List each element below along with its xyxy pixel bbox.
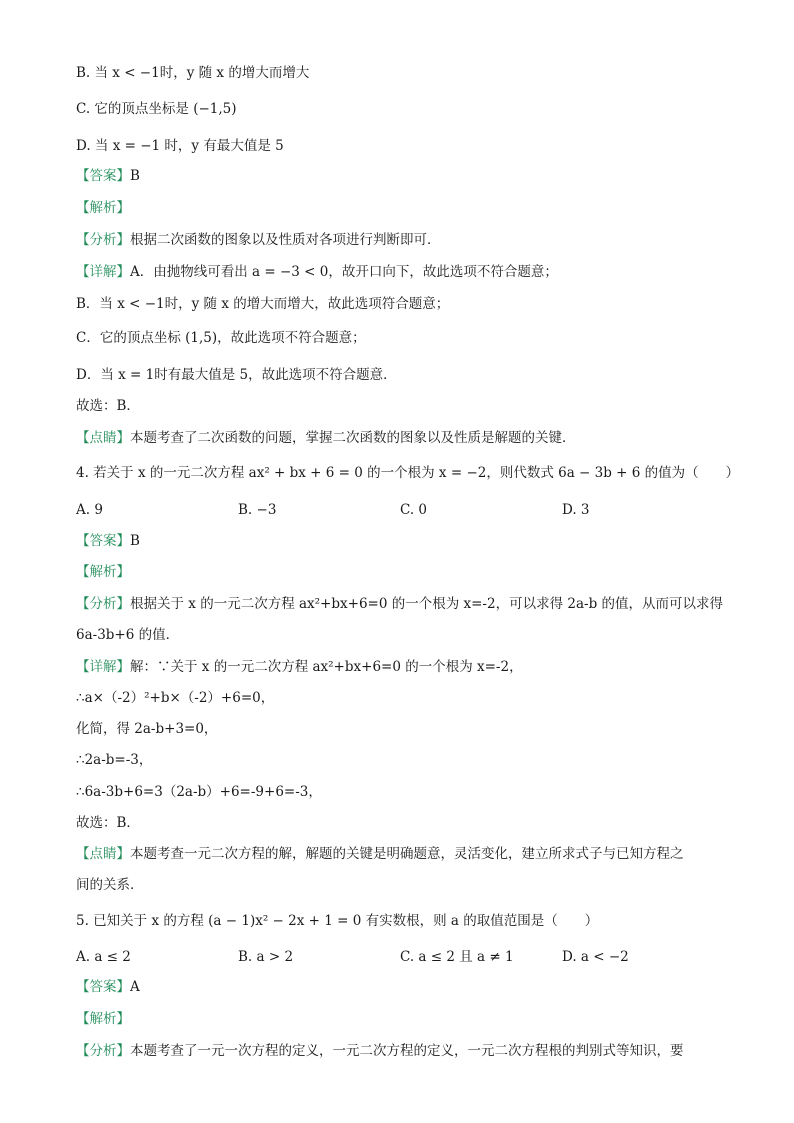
q5-option-c: C. a ≤ 2 且 a ≠ 1 xyxy=(400,949,514,965)
q4-detail-line-5: ∴6a-3b+6=3（2a-b）+6=-9+6=-3， xyxy=(76,784,322,800)
q4-detail-line-4: ∴2a-b=-3， xyxy=(76,752,153,768)
q5-answer: 【答案】A xyxy=(76,979,140,995)
q3-analysis: 【分析】根据二次函数的图象以及性质对各项进行判断即可． xyxy=(76,232,441,248)
q5-option-d: D. a < −2 xyxy=(562,949,629,965)
q4-choice: 故选：B． xyxy=(76,815,140,831)
q4-detail-line-3: 化简，得 2a-b+3=0， xyxy=(76,721,218,737)
q3-choice: 故选：B． xyxy=(76,398,140,414)
q4-comment-line-2: 间的关系． xyxy=(76,877,144,893)
q4-analysis-line-2: 6a-3b+6 的值． xyxy=(76,627,180,643)
q4-option-b: B. −3 xyxy=(238,502,277,518)
q3-detail-c: C．它的顶点坐标 (1,5)，故此选项不符合题意； xyxy=(76,330,366,346)
q4-option-c: C. 0 xyxy=(400,502,428,518)
q4-option-d: D. 3 xyxy=(562,502,590,518)
q3-detail-b: B．当 x < −1时，y 随 x 的增大而增大，故此选项符合题意； xyxy=(76,296,450,312)
q3-analysis-header: 【解析】 xyxy=(76,200,130,216)
q4-option-a: A. 9 xyxy=(76,502,103,518)
q4-comment-line-1: 【点睛】本题考查一元二次方程的解，解题的关键是明确题意，灵活变化，建立所求式子与已知方程之 xyxy=(76,846,684,862)
q4-answer: 【答案】B xyxy=(76,533,140,549)
q3-comment: 【点睛】本题考查了二次函数的问题，掌握二次函数的图象以及性质是解题的关键． xyxy=(76,430,576,446)
q3-answer: 【答案】B xyxy=(76,168,140,184)
q5-stem: 5. 已知关于 x 的方程 (a − 1)x² − 2x + 1 = 0 有实数根，则 a 的取值范围是（ ） xyxy=(76,913,599,929)
q3-detail-d: D．当 x = 1时有最大值是 5，故此选项不符合题意． xyxy=(76,367,397,383)
q5-option-a: A. a ≤ 2 xyxy=(76,949,131,965)
q4-stem: 4. 若关于 x 的一元二次方程 ax² + bx + 6 = 0 的一个根为 x = −2，则代数式 6a − 3b + 6 的值为（ ） xyxy=(76,465,740,481)
q3-option-c: C. 它的顶点坐标是 (−1,5) xyxy=(76,101,237,117)
q5-option-b: B. a > 2 xyxy=(238,949,294,965)
q4-detail-line-1: 【详解】解：∵关于 x 的一元二次方程 ax²+bx+6=0 的一个根为 x=-2， xyxy=(76,659,523,675)
q3-detail-a: 【详解】A．由抛物线可看出 a = −3 < 0，故开口向下，故此选项不符合题意； xyxy=(76,264,558,280)
q4-analysis-line-1: 【分析】根据关于 x 的一元二次方程 ax²+bx+6=0 的一个根为 x=-2，可以求得 2a-b 的值，从而可以求得 xyxy=(76,596,724,612)
q5-analysis-header: 【解析】 xyxy=(76,1011,130,1027)
q3-option-b: B. 当 x < −1时，y 随 x 的增大而增大 xyxy=(76,65,310,81)
q4-detail-line-2: ∴a×（-2）²+b×（-2）+6=0， xyxy=(76,690,275,706)
q5-analysis-line-1: 【分析】本题考查了一元一次方程的定义，一元二次方程的定义，一元二次方程根的判别式等知识，要 xyxy=(76,1043,684,1059)
q3-option-d: D. 当 x = −1 时，y 有最大值是 5 xyxy=(76,138,284,154)
q4-analysis-header: 【解析】 xyxy=(76,564,130,580)
